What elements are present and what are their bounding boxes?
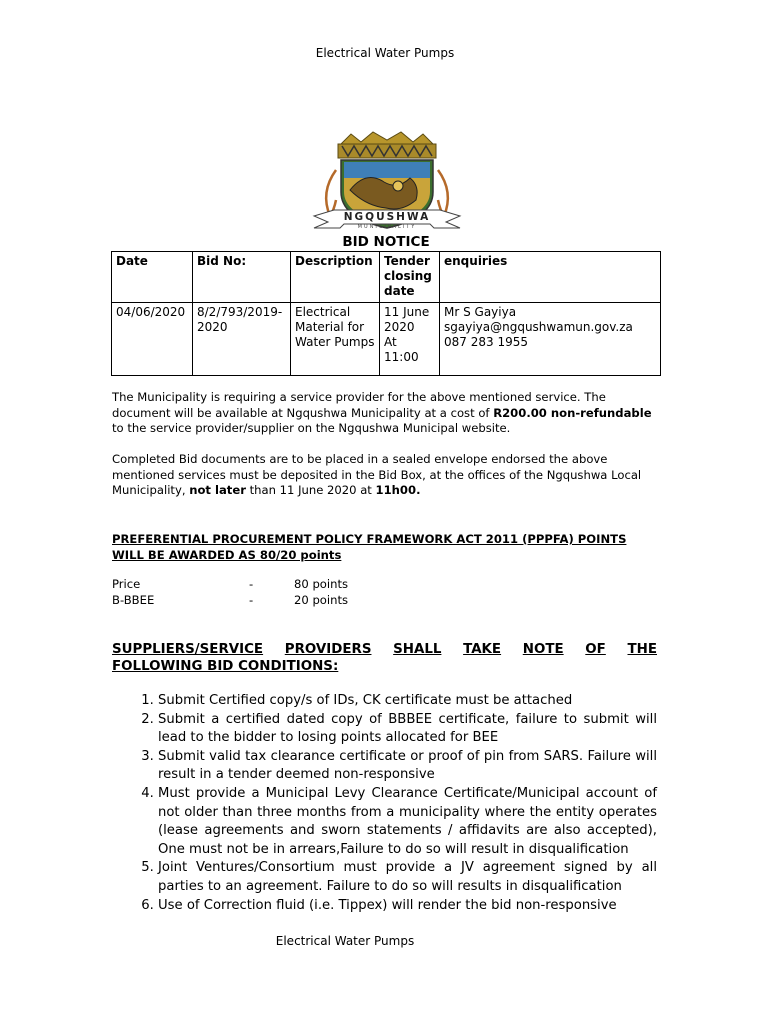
heading-word: NOTE — [522, 642, 564, 657]
header-date: Date — [112, 252, 193, 303]
closing-year: 2020 — [384, 320, 415, 334]
conditions-heading — [112, 641, 657, 675]
heading-word: TAKE — [463, 642, 502, 657]
cell-bid-no: 8/2/793/2019-2020 — [193, 303, 291, 376]
bid-table — [111, 251, 661, 376]
list-item: 4. Must provide a Municipal Levy Clearance Certificate/Municipal account of not older than three months from a municipality where the entity operates (lease agreements and sworn statements / affidavits are also accepted), One must not be in arrears,Failure to do so will result in disqualification — [158, 785, 657, 859]
page-title: BID NOTICE — [342, 234, 430, 250]
heading-word: THE — [627, 642, 657, 657]
table-row — [112, 303, 661, 376]
page-header: Electrical Water Pumps — [315, 46, 455, 60]
para2-not-later: not later — [189, 483, 246, 497]
points-value-price: 80 points — [294, 577, 349, 591]
list-item: 5. Joint Ventures/Consortium must provide a JV agreement signed by all parties to an agreement. Failure to do so will results in disqualification — [158, 859, 657, 896]
cell-enquiries — [440, 303, 661, 376]
header-bid-no: Bid No: — [193, 252, 291, 303]
enquiries-phone: 087 283 1955 — [444, 335, 528, 349]
pppfa-heading: PREFERENTIAL PROCUREMENT POLICY FRAMEWORK ACT 2011 (PPPFA) POINTS WILL BE AWARDED AS 80/20 points — [112, 532, 627, 562]
conditions-list — [112, 692, 657, 915]
page-footer: Electrical Water Pumps — [275, 934, 415, 948]
para2-text-a: Completed Bid documents are to be placed in a sealed envelope endorsed the above mentioned services must be deposited in the Bid Box, at the offices of the Ngqushwa Local Municipality, — [112, 452, 642, 497]
para2-text-c: than 11 June 2020 at — [245, 483, 376, 497]
points-value-bbbee: 20 points — [294, 593, 349, 607]
list-item: 6. Use of Correction fluid (i.e. Tippex) will render the bid non-responsive — [158, 897, 657, 916]
para2-time: 11h00. — [375, 483, 421, 497]
para1-cost: R200.00 non-refundable — [493, 405, 652, 420]
header-description: Description — [291, 252, 380, 303]
logo-text: NGQUSHWA — [343, 211, 431, 223]
header-enquiries: enquiries — [440, 252, 661, 303]
header-closing-date: Tender closing date — [380, 252, 440, 303]
enquiries-email[interactable]: sgayiya@ngqushwamun.gov.za — [444, 320, 633, 334]
heading-line-2: FOLLOWING BID CONDITIONS: — [112, 659, 339, 674]
logo-subtext: MUNICIPALITY — [357, 224, 417, 230]
heading-word: SHALL — [393, 642, 442, 657]
points-label-bbbee: B-BBEE — [112, 593, 155, 607]
list-item: 1. Submit Certified copy/s of IDs, CK certificate must be attached — [158, 692, 657, 711]
cell-description: Electrical Material for Water Pumps — [291, 303, 380, 376]
enquiries-name: Mr S Gayiya — [444, 305, 517, 319]
table-header-row — [112, 252, 661, 303]
para1-text-a: The Municipality is requiring a service provider for the above mentioned service. The document will be available at Ngqushwa Municipality at a cost of — [112, 390, 606, 420]
closing-time: At 11:00 — [384, 335, 419, 364]
points-label-price: Price — [112, 577, 141, 591]
cell-date: 04/06/2020 — [112, 303, 193, 376]
heading-word: OF — [585, 642, 606, 657]
list-item: 3. Submit valid tax clearance certificate or proof of pin from SARS. Failure will result in a tender deemed non-responsive — [158, 748, 657, 785]
heading-word: PROVIDERS — [284, 642, 372, 657]
paragraph-availability — [112, 390, 660, 437]
points-dash-bbbee: - — [249, 593, 254, 607]
closing-day: 11 June — [384, 305, 430, 319]
heading-word: SUPPLIERS/SERVICE — [112, 642, 264, 657]
cell-closing — [380, 303, 440, 376]
paragraph-submission — [112, 452, 660, 499]
list-item: 2. Submit a certified dated copy of BBBEE certificate, failure to submit will lead to the bidder to losing points allocated for BEE — [158, 711, 657, 748]
para1-text-c: to the service provider/supplier on the Ngqushwa Municipal website. — [112, 421, 511, 435]
points-dash-price: - — [249, 577, 254, 591]
